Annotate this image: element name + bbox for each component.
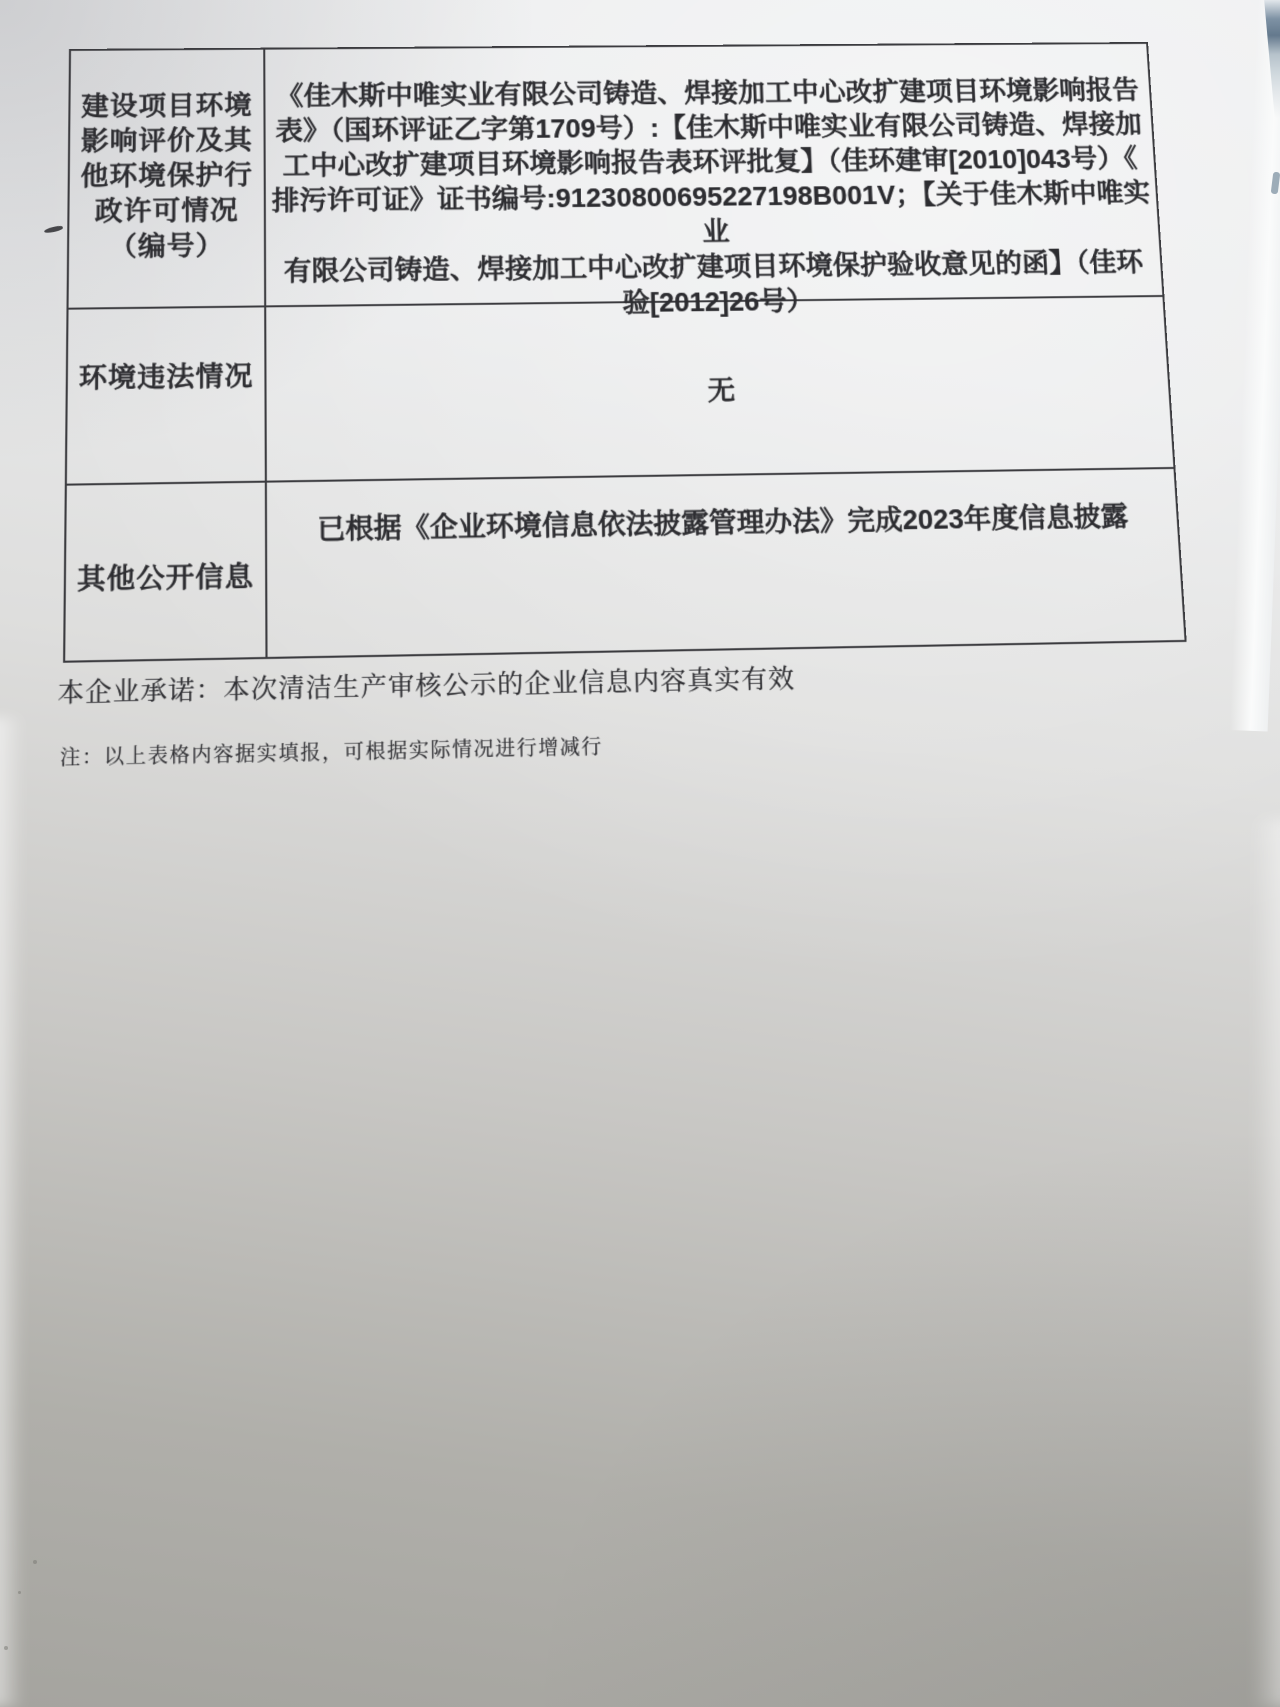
label-line: 环境违法情况 [78,361,254,394]
table-row-other-disclosure [65,467,1184,661]
row-label-violations [67,307,267,483]
label-line: 影响评价及其 [80,125,253,157]
form-note-line: 注：以上表格内容据实填报，可根据实际情况进行增减行 [59,736,604,770]
value-line: 已根据《企业环境信息依法披露管理办法》完成2023年度信息披露 [317,501,1129,545]
label-line: 政许可情况 [94,195,239,227]
value-line: 工中心改扩建项目环境影响报告表环评批复】（佳环建审[2010]043号）《 [282,144,1139,181]
table-row-eia-permits [69,44,1163,318]
label-line: 其他公开信息 [76,561,255,596]
value-line: 表》（国环评证乙字第1709号）:【佳木斯中唯实业有限公司铸造、焊接加 [275,109,1143,146]
value-line: 有限公司铸造、焊接加工中心改扩建项目环境保护验收意见的函】（佳环 [283,247,1144,287]
disclosure-table [63,42,1187,663]
value-line: 《佳木斯中唯实业有限公司铸造、焊接加工中心改扩建项目环境影响报告 [276,75,1140,111]
company-pledge-line: 本企业承诺：本次清洁生产审核公示的企业信息内容真实有效 [57,665,796,708]
paper-speck [18,1591,21,1594]
paper-speck [4,1646,8,1650]
paper-left-light-band [0,717,24,1707]
paper-right-light-band [1252,819,1280,1707]
document-content [57,42,1193,771]
row-value-eia-permits [265,44,1162,318]
table-row-violations [67,295,1173,484]
paper-speck [33,1560,37,1564]
pen-mark [44,225,64,234]
row-value-other-disclosure [267,469,1185,657]
value-line: 排污许可证》证书编号:91230800695227198B001V；【关于佳木斯中唯实业 [271,178,1151,247]
row-label-other-disclosure [65,483,267,661]
row-label-eia-permits [69,50,267,308]
row-value-violations [266,297,1173,481]
label-line: 他环境保护行 [80,160,253,192]
value-line: 验[2012]26号） [622,286,815,318]
label-line: 建设项目环境 [81,90,253,122]
paper-edge-highlight [1230,0,1280,731]
label-line: （编号） [108,230,225,262]
value-line: 无 [707,375,736,406]
